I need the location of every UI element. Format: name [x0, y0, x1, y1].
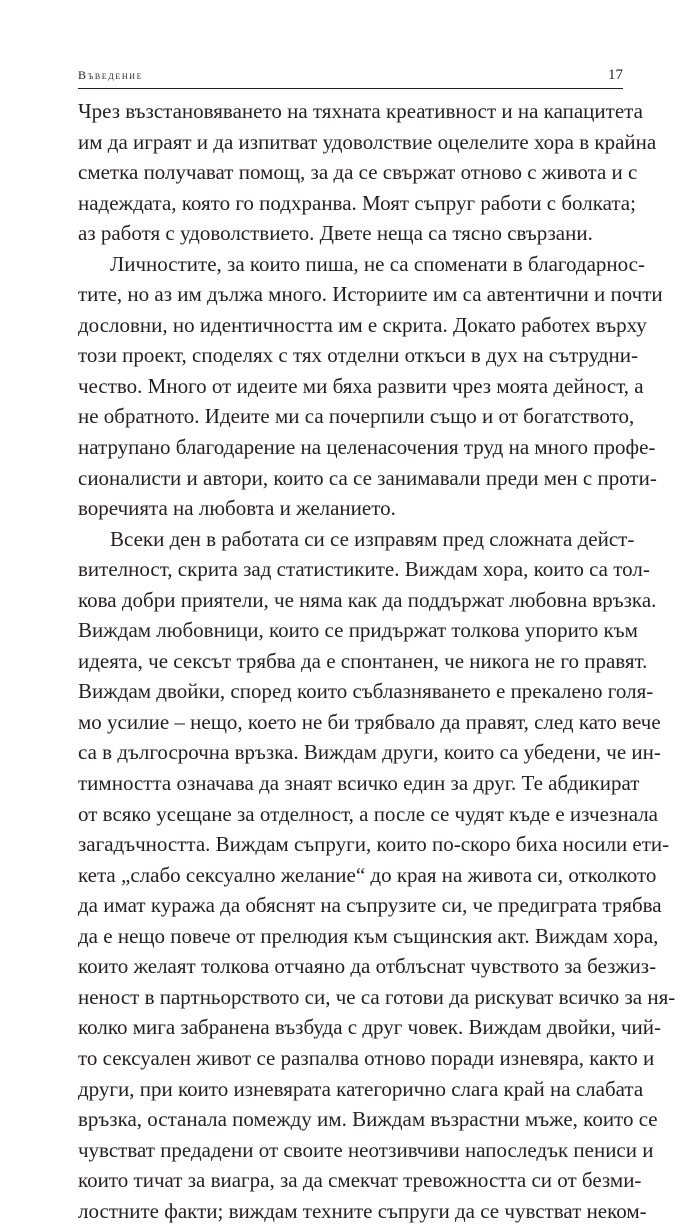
text-line: надеждата, която го подхранва. Моят съпруг работи с болката;	[78, 190, 636, 215]
text-line: вителност, скрита зад статистиките. Виждам хора, които са тол-	[78, 557, 650, 582]
text-line: колко мига забранена възбуда с друг човек. Виждам двойки, чий-	[78, 1015, 661, 1040]
text-line: то сексуален живот се разпалва отново поради изневяра, както и	[78, 1045, 655, 1070]
text-line: кета „слабо сексуално желание“ до края на живота си, отколкото	[78, 862, 657, 887]
text-line: чувстват предадени от своите неотзивчиви напоследък пениси и	[78, 1137, 654, 1162]
text-line: от всяко усещане за отделност, а после се чудят къде е изчезнала	[78, 801, 659, 826]
text-line: не обратното. Идеите ми са почерпили също и от богатството,	[78, 404, 635, 429]
text-line: Всеки ден в работата си се изправям пред сложната дейст-	[110, 526, 635, 551]
text-line: натрупано благодарение на целенасочения труд на много профе-	[78, 435, 656, 460]
text-line: Личностите, за които пиша, не са споменати в благодарнос-	[110, 251, 645, 276]
paragraph	[78, 524, 676, 1226]
text-line: Чрез възстановяването на тяхната креативност и на капацитета	[78, 99, 643, 123]
running-head-title: Въведение	[78, 68, 144, 82]
text-line: които желаят толкова отчаяно да отблъснат чувството за безжиз-	[78, 954, 657, 979]
text-line: загадъчността. Виждам съпруги, които по-скоро биха носили ети-	[78, 832, 670, 857]
paragraph	[78, 249, 663, 524]
text-line: тимността означава да знаят всичко един за друг. Те абдикират	[78, 771, 640, 796]
running-head	[78, 68, 623, 86]
text-line: да е нещо повече от прелюдия към същинския акт. Виждам хора,	[78, 923, 659, 948]
text-line: са в дългосрочна връзка. Виждам други, които са убедени, че ин-	[78, 740, 661, 765]
text-line: тите, но аз им дължа много. Историите им са автентични и почти	[78, 282, 663, 307]
text-line: воречията на любовта и желанието.	[78, 496, 396, 521]
header-rule	[78, 88, 623, 89]
text-line: неност в партньорството си, че са готови да рискуват всичко за ня-	[78, 984, 676, 1009]
paragraph	[78, 96, 657, 249]
text-line: им да играят и да изпитват удоволствие оцелелите хора в крайна	[78, 129, 657, 154]
text-line: които тичат за виагра, за да смекчат тревожността си от безми-	[78, 1168, 642, 1193]
text-line: да имат куража да обяснят на съпрузите си, че предиграта трябва	[78, 893, 662, 918]
text-line: Виждам двойки, според които съблазняването е прекалено голя-	[78, 679, 654, 704]
text-line: връзка, останала помежду им. Виждам възрастни мъже, които се	[78, 1107, 658, 1132]
text-line: лостните факти; виждам техните съпруги да се чувстват неком-	[78, 1198, 647, 1223]
text-line: идеята, че сексът трябва да е спонтанен, че никога не го правят.	[78, 648, 648, 673]
text-line: кова добри приятели, че няма как да поддържат любовна връзка.	[78, 587, 657, 612]
page-number: 17	[608, 67, 623, 83]
text-line: чество. Много от идеите ми бяха развити чрез моята дейност, а	[78, 373, 644, 398]
text-line: този проект, споделях с тях отделни откъси в дух на сътрудни-	[78, 343, 638, 368]
body-text	[78, 96, 676, 1226]
text-line: Виждам любовници, които се придържат толкова упорито към	[78, 618, 638, 643]
book-page	[78, 0, 676, 1223]
text-line: мо усилие – нещо, което не би трябвало да правят, след като вече	[78, 709, 661, 734]
text-line: сметка получават помощ, за да се свържат отново с живота и с	[78, 160, 638, 185]
text-line: дословни, но идентичността им е скрита. Докато работех върху	[78, 312, 647, 337]
text-line: други, при които изневярата категорично слага край на слабата	[78, 1076, 644, 1101]
text-line: аз работя с удоволствието. Двете неща са тясно свързани.	[78, 221, 593, 246]
text-line: сионалисти и автори, които са се занимавали преди мен с проти-	[78, 465, 657, 490]
